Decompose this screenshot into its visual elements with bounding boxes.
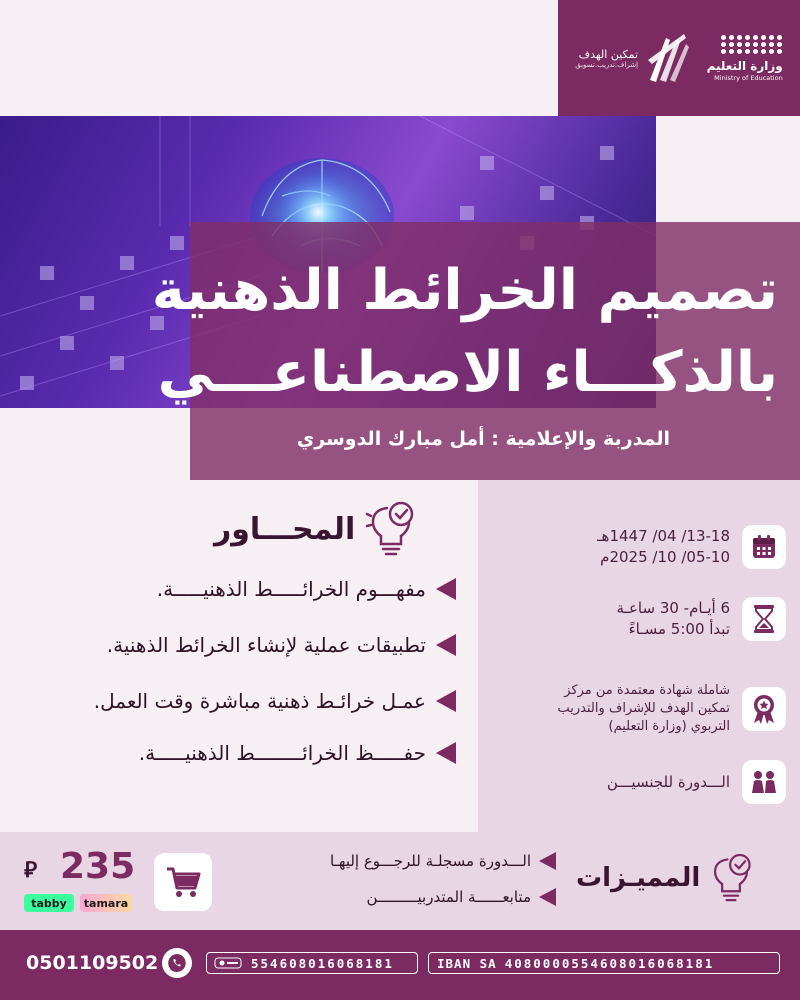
arrow-icon (539, 852, 556, 870)
axes-item-text: تطبيقات عملية لإنشاء الخرائط الذهنية. (106, 633, 426, 657)
info-duration (478, 597, 800, 641)
account-number[interactable]: 554608016068181 (251, 955, 394, 971)
shopping-cart-icon (165, 866, 201, 898)
tamkeen-logo (575, 30, 692, 86)
ministry-name-ar: وزارة التعليم (706, 58, 783, 73)
feature-item (330, 852, 556, 870)
features-header (576, 852, 754, 904)
tabby-badge[interactable]: tabby (24, 894, 74, 912)
gender-text: الـــدورة للجنسيـــن (606, 772, 730, 791)
axes-item (94, 689, 456, 713)
account-number-box (206, 952, 418, 974)
certificate-line1: شاملة شهادة معتمدة من مركز (564, 683, 730, 698)
iban-box (428, 952, 780, 974)
tamkeen-name: تمكين الهدف (578, 47, 639, 61)
whatsapp-icon[interactable] (162, 948, 192, 978)
features-title: المميـزات (576, 863, 701, 893)
tamara-badge[interactable]: tamara (80, 894, 132, 912)
ministry-logo (707, 35, 783, 82)
info-gender (478, 760, 800, 804)
start-time-text: تبدأ 5:00 مسـاءً (628, 620, 730, 638)
logo-header (558, 0, 800, 116)
duration-text: 6 أيـام- 30 ساعـة (616, 599, 730, 617)
phone-number[interactable]: 0501109502 (26, 952, 159, 974)
price-value: 235 (60, 846, 136, 887)
bank-logo-icon (211, 955, 245, 971)
date-gregorian: 05-10/ 10/ 2025م (600, 548, 730, 566)
feature-item-text: متابعــــــة المتدربيـــــــــن (366, 888, 531, 906)
hourglass-icon (742, 597, 786, 641)
arrow-icon (436, 578, 456, 600)
lightbulb-check-icon (365, 500, 417, 558)
arrow-icon (436, 634, 456, 656)
course-title-line2: بالذكـــاء الاصطناعـــي (157, 340, 778, 405)
axes-item-text: مفهـــوم الخرائـــــط الذهنيـــــة. (156, 577, 426, 601)
tamkeen-emblem-icon (644, 30, 692, 86)
iban-number[interactable]: 4080000554608016068181 (504, 955, 715, 971)
course-title-line1: تصميم الخرائط الذهنية (151, 258, 778, 323)
certificate-line3: التربوي (وزارة التعليم) (608, 719, 730, 734)
ministry-dots-icon (721, 35, 783, 54)
cart-button[interactable] (154, 853, 212, 911)
calendar-icon (742, 525, 786, 569)
certificate-medal-icon (742, 687, 786, 731)
axes-item-text: حفـــــظ الخرائــــــــط الذهنيـــــة. (138, 741, 426, 765)
certificate-line2: تمكين الهدف للإشراف والتدريب (557, 701, 730, 716)
axes-title: المحـــاور (214, 511, 356, 547)
ministry-name-en: Ministry of Education (714, 73, 783, 82)
axes-item (107, 633, 456, 657)
axes-item (157, 577, 456, 601)
feature-item-text: الـــدورة مسجلـة للرجـــوع إليهـا (329, 852, 531, 870)
arrow-icon (436, 742, 456, 764)
axes-header (214, 500, 417, 558)
lightbulb-check-icon (708, 852, 754, 904)
people-icon (742, 760, 786, 804)
axes-item-text: عمـل خرائـط ذهنية مباشرة وقت العمل. (93, 689, 426, 713)
axes-item (139, 741, 456, 765)
info-certificate (478, 682, 800, 736)
iban-label: IBAN SA (437, 955, 497, 971)
arrow-icon (539, 888, 556, 906)
riyal-symbol: ⃁ (24, 858, 38, 883)
arrow-icon (436, 690, 456, 712)
info-dates (478, 525, 800, 569)
feature-item (367, 888, 556, 906)
date-hijri: 13-18/ 04/ 1447هـ (597, 527, 730, 545)
trainer-name: المدربة والإعلامية : أمل مبارك الدوسري (296, 428, 670, 450)
tamkeen-tagline: إشراف.تدريب.تسويق (575, 60, 639, 69)
